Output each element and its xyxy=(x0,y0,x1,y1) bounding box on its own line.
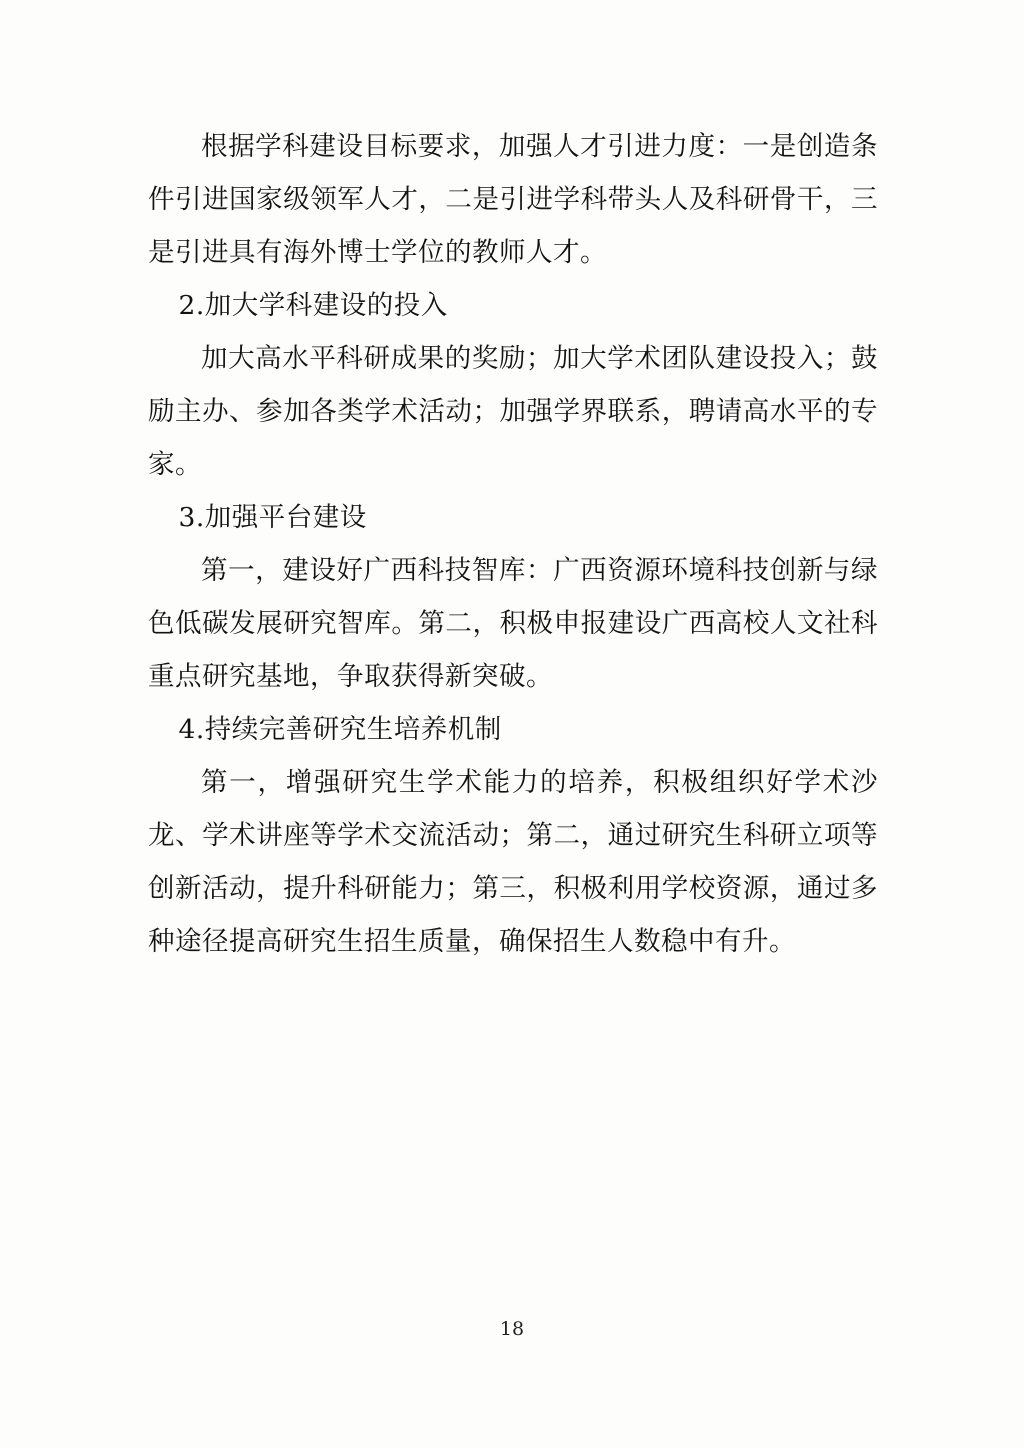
page-number: 18 xyxy=(499,1318,525,1340)
paragraph-strengthen-platform: 第一，建设好广西科技智库：广西资源环境科技创新与绿色低碳发展研究智库。第二，积极申报建设广西高校人文社科重点研究基地，争取获得新突破。 xyxy=(148,555,878,692)
paragraph-increase-investment: 加大高水平科研成果的奖励；加大学术团队建设投入；鼓励主办、参加各类学术活动；加强学界联系，聘请高水平的专家。 xyxy=(148,343,878,480)
heading-increase-investment: 2.加大学科建设的投入 xyxy=(178,290,448,321)
paragraph-talent-introduction: 根据学科建设目标要求，加强人才引进力度：一是创造条件引进国家级领军人才，二是引进学科带头人及科研骨干，三是引进具有海外博士学位的教师人才。 xyxy=(148,131,878,268)
heading-graduate-training: 4.持续完善研究生培养机制 xyxy=(178,714,502,745)
heading-strengthen-platform: 3.加强平台建设 xyxy=(178,502,367,533)
paragraph-graduate-training: 第一，增强研究生学术能力的培养，积极组织好学术沙龙、学术讲座等学术交流活动；第二，通过研究生科研立项等创新活动，提升科研能力；第三，积极利用学校资源，通过多种途径提高研究生招生质量，确保招生人数稳中有升。 xyxy=(148,767,878,957)
page-body xyxy=(148,120,878,968)
